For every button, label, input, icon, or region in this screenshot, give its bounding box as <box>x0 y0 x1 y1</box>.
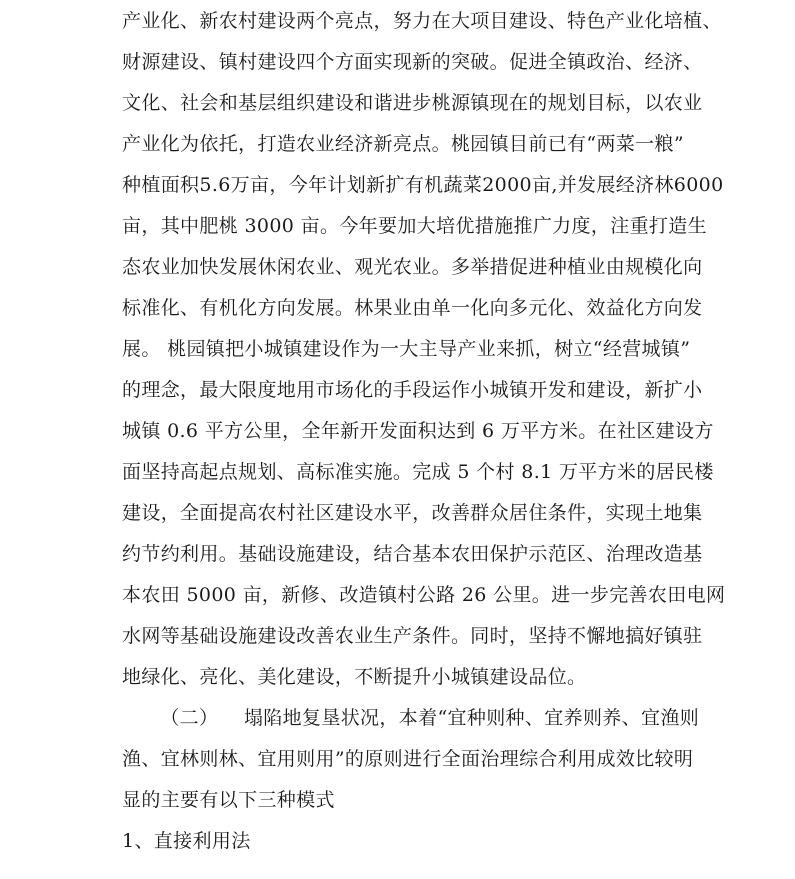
text-line: 态农业加快发展休闲农业、观光农业。多举措促进种植业由规模化向 <box>122 256 703 278</box>
text-line: 亩，其中肥桃 3000 亩。今年要加大培优措施推广力度，注重打造生 <box>122 215 707 237</box>
text-line: 建设，全面提高农村社区建设水平，改善群众居住条件，实现土地集 <box>122 502 703 524</box>
text-line: 约节约利用。基础设施建设，结合基本农田保护示范区、治理改造基 <box>122 543 703 565</box>
text-line: 本农田 5000 亩，新修、改造镇村公路 26 公里。进一步完善农田电网 <box>122 584 726 606</box>
text-line: 产业化、新农村建设两个亮点，努力在大项目建设、特色产业化培植、 <box>122 10 722 32</box>
text-line: 面坚持高起点规划、高标准实施。完成 5 个村 8.1 万平方米的居民楼 <box>122 461 714 483</box>
text-line: 地绿化、亮化、美化建设，不断提升小城镇建设品位。 <box>122 666 587 688</box>
text-line: 标准化、有机化方向发展。林果业由单一化向多元化、效益化方向发 <box>122 297 703 319</box>
text-line: 展。 桃园镇把小城镇建设作为一大主导产业来抓，树立“经营城镇” <box>122 338 691 360</box>
text-line: 渔、宜林则林、宜用则用”的原则进行全面治理综合利用成效比较明 <box>122 748 694 770</box>
text-line: 财源建设、镇村建设四个方面实现新的突破。促进全镇政治、经济、 <box>122 51 703 73</box>
text-line: 显的主要有以下三种模式 <box>122 789 335 811</box>
text-line: 城镇 0.6 平方公里，全年新开发面积达到 6 万平方米。在社区建设方 <box>122 420 714 442</box>
section-heading-line: （二） 塌陷地复垦状况，本着“宜种则种、宜养则养、宜渔则 <box>122 707 700 729</box>
text-line: 文化、社会和基层组织建设和谐进步桃源镇现在的规划目标，以农业 <box>122 92 703 114</box>
text-line: 种植面积5.6万亩，今年计划新扩有机蔬菜2000亩,并发展经济林6000 <box>122 174 724 196</box>
subsection-heading: 1、直接利用法 <box>122 830 251 852</box>
text-line: 产业化为依托，打造农业经济新亮点。桃园镇目前已有“两菜一粮” <box>122 133 684 155</box>
text-line: 的理念，最大限度地用市场化的手段运作小城镇开发和建设，新扩小 <box>122 379 703 401</box>
text-line: 水网等基础设施建设改善农业生产条件。同时，坚持不懈地搞好镇驻 <box>122 625 703 647</box>
